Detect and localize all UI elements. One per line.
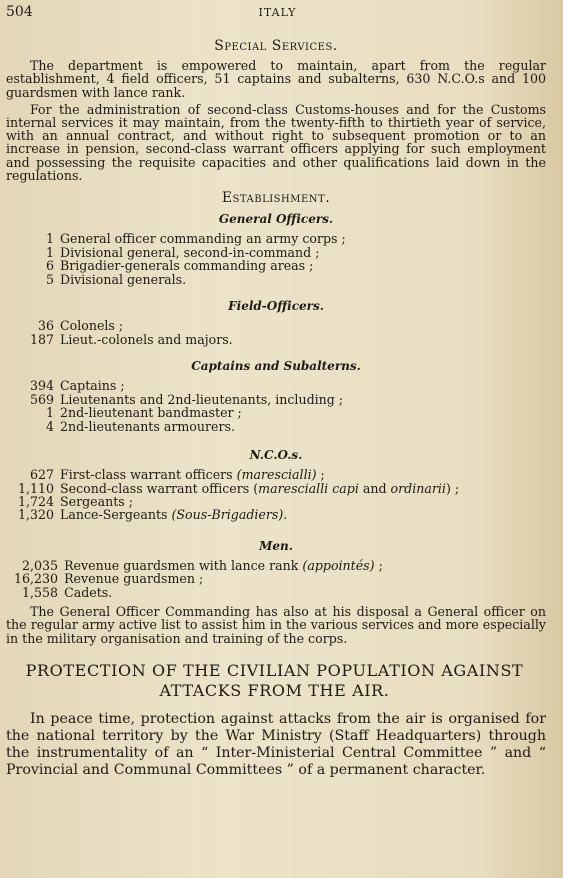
italic-term: marescialli capi (258, 480, 359, 496)
list-item (14, 273, 346, 286)
text-run: ; (374, 557, 383, 573)
item-count: 1,724 (17, 493, 54, 509)
protection-heading-line-1: PROTECTION OF THE CIVILIAN POPULATION AGAINST (25, 660, 524, 680)
item-text: Captains ; (60, 378, 125, 394)
list-item (14, 246, 346, 259)
list-item (14, 379, 343, 392)
establishment-closing-paragraph: The General Officer Commanding has also at his disposal a General officer on the regular army active list to assist him in the various services and more especially in the military organisation and training of the corps. (6, 604, 546, 646)
text-run: Revenue guardsmen with lance rank (64, 557, 303, 573)
general-officers-list (14, 232, 346, 286)
item-count: 627 (29, 467, 54, 483)
item-text (60, 468, 459, 481)
item-text: Lieut.-colonels and majors. (60, 331, 233, 347)
item-count: 1 (45, 244, 54, 260)
page-header (6, 4, 549, 24)
item-text: Colonels ; (60, 318, 124, 334)
item-text (64, 559, 383, 572)
text-run: . (283, 507, 288, 523)
item-text: Sergeants ; (60, 493, 134, 509)
list-item (14, 319, 233, 332)
item-text: General officer commanding an army corps ; (60, 231, 346, 247)
item-count: 187 (29, 331, 54, 347)
protection-heading-line-2: ATTACKS FROM THE AIR. (159, 680, 390, 700)
list-item (14, 468, 459, 481)
text-run: ; (316, 467, 325, 483)
field-officers-heading: Field-Officers. (228, 299, 324, 314)
item-text: 2nd-lieutenant bandmaster ; (60, 405, 242, 421)
field-officers-list (14, 319, 233, 346)
running-head: ITALY (258, 6, 297, 19)
item-text: Cadets. (64, 584, 113, 600)
captains-subalterns-heading: Captains and Subalterns. (191, 359, 361, 374)
special-services-paragraph-2: For the administration of second-class Customs-houses and for the Customs internal services it may maintain, from the twenty-fifth to thirtieth year of service, with an annual contract, and without right to subsequent promotion or to an increase in pension, second-class warrant officers applying for such employment and possessing the requisite capacities and other qualifications laid down in the regulations. (6, 101, 546, 183)
list-item (14, 495, 459, 508)
item-text (60, 508, 459, 521)
list-item (14, 393, 343, 406)
item-text: Divisional general, second-in-command ; (60, 244, 320, 260)
item-count: 5 (45, 271, 54, 287)
ncos-heading: N.C.O.s. (249, 447, 303, 462)
italic-term: (marescialli) (236, 467, 317, 483)
text-run: Lance-Sergeants (60, 507, 172, 523)
page-number: 504 (6, 4, 33, 20)
text-run: First-class warrant officers (60, 467, 237, 483)
men-list (14, 559, 383, 599)
italic-term: ordinarii (390, 480, 446, 496)
item-text: Lieutenants and 2nd-lieutenants, including ; (60, 391, 344, 407)
item-count: 1 (45, 231, 54, 247)
list-item (14, 559, 383, 572)
item-count: 6 (45, 258, 54, 274)
item-count: 569 (29, 391, 54, 407)
item-text: Brigadier-generals commanding areas ; (60, 258, 314, 274)
establishment-heading: Establishment. (221, 190, 331, 207)
item-count: 4 (45, 418, 54, 434)
text-run: Second-class warrant officers ( (60, 480, 259, 496)
item-text: Divisional generals. (60, 271, 187, 287)
text-run: ) ; (445, 480, 460, 496)
item-count: 1,320 (17, 507, 54, 523)
protection-heading (0, 661, 549, 701)
text-run: and (358, 480, 391, 496)
special-services-paragraph-1: The department is empowered to maintain, apart from the regular establishment, 4 field officers, 51 captains and subalterns, 630 N.C.O.s and 100 guardsmen with lance rank. (6, 58, 546, 100)
protection-paragraph: In peace time, protection against attacks from the air is organised for the national territory by the War Ministry (Staff Headquarters) through the instrumentality of an “ Inter-Ministerial Central Committee ” and “ Provincial and Communal Committees ” of a permanent character. (6, 710, 546, 779)
list-item (14, 482, 459, 495)
item-count: 16,230 (14, 571, 59, 587)
list-item (14, 232, 346, 245)
men-heading: Men. (259, 538, 293, 553)
italic-term: (appointés) (302, 557, 375, 573)
list-item (14, 333, 233, 346)
item-text (60, 482, 459, 495)
item-count: 1 (45, 405, 54, 421)
special-services-heading: Special Services. (214, 38, 338, 54)
item-text: Revenue guardsmen ; (64, 571, 204, 587)
item-count: 394 (29, 378, 54, 394)
list-item (14, 420, 343, 433)
item-count: 1,558 (22, 584, 59, 600)
item-count: 1,110 (17, 480, 54, 496)
italic-term: (Sous-Brigadiers) (171, 507, 284, 523)
general-officers-heading: General Officers. (218, 212, 334, 227)
ncos-list (14, 468, 459, 522)
list-item (14, 259, 346, 272)
item-text: 2nd-lieutenants armourers. (60, 418, 235, 434)
list-item (14, 508, 459, 521)
list-item (14, 406, 343, 419)
list-item (14, 586, 383, 599)
item-count: 2,035 (22, 557, 59, 573)
list-item (14, 572, 383, 585)
captains-subalterns-list (14, 379, 343, 433)
item-count: 36 (37, 318, 54, 334)
page-body (6, 40, 546, 780)
